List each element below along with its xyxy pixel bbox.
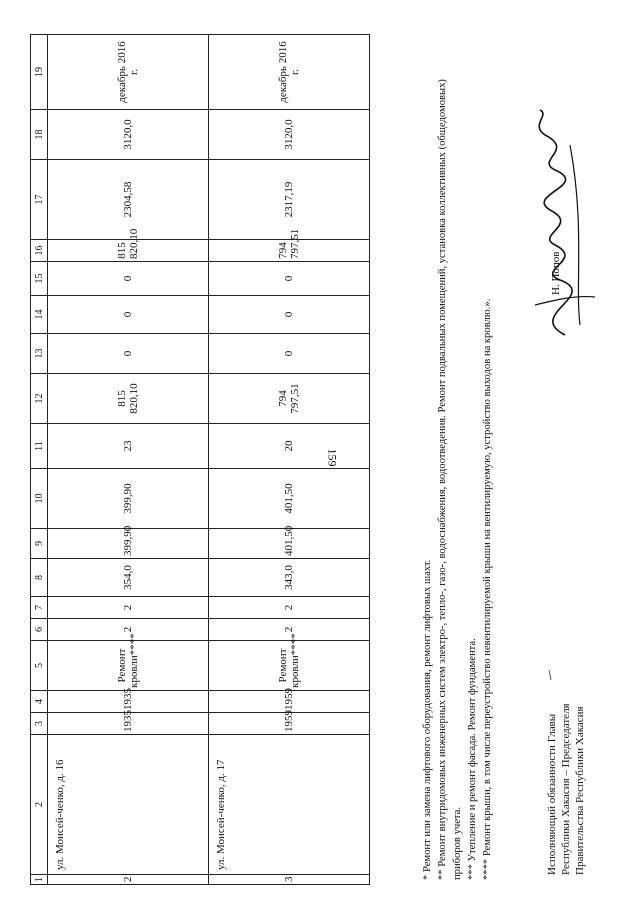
cell: 1959 <box>209 713 370 735</box>
cell: 343,0 <box>209 559 370 597</box>
col-number: 13 <box>31 334 48 374</box>
col-number: 4 <box>31 691 48 713</box>
cell: 20 <box>209 424 370 469</box>
signatory-name: Н. Попов <box>550 251 562 295</box>
signatory-title-line: Правительства Республики Хакасия <box>574 706 586 875</box>
table-header-row <box>31 35 48 885</box>
col-number: 8 <box>31 559 48 597</box>
cell: 0 <box>48 334 209 374</box>
cell: декабрь 2016 г. <box>209 35 370 110</box>
cell: 1959 <box>209 691 370 713</box>
footnote: ** Ремонт внутридомовых инженерных систем электро-, тепло-, газо-, водоснабжения, водоотведения. Ремонт подвальных помещений, установка коллективных (общедомовых) приборов учета. <box>437 79 463 880</box>
cell: 0 <box>48 296 209 334</box>
col-number: 9 <box>31 529 48 559</box>
stray-pen-mark <box>548 670 552 680</box>
cell: Ремонт кровли**** <box>48 641 209 691</box>
cell: 2 <box>209 619 370 641</box>
cell: 0 <box>209 296 370 334</box>
cell: 2304,58 <box>48 160 209 240</box>
signatory-title-line: Исполняющий обязанности Главы <box>546 713 558 875</box>
col-number: 16 <box>31 240 48 262</box>
col-number: 3 <box>31 713 48 735</box>
footnote: **** Ремонт крыши, в том числе переустройство невентилируемой крыши на вентилируемую, устройство выходов на кровлю.». <box>482 298 493 880</box>
cell: 1935 <box>48 691 209 713</box>
col-number: 15 <box>31 262 48 296</box>
register-table <box>30 34 370 885</box>
page-number: 159 <box>325 448 340 467</box>
cell: 2 <box>48 619 209 641</box>
col-number: 14 <box>31 296 48 334</box>
address-cell: ул. Моисей-ченко, д. 16 <box>48 735 209 875</box>
table-row <box>48 35 209 885</box>
cell: 399,90 <box>48 469 209 529</box>
col-number: 1 <box>31 875 48 885</box>
col-number: 19 <box>31 35 48 110</box>
signatory-title-line: Республики Хакасия – Председателя <box>560 703 572 875</box>
cell: 1935 <box>48 713 209 735</box>
cell: 3120,0 <box>209 110 370 160</box>
cell: 815 820,10 <box>48 240 209 262</box>
cell: 2 <box>209 597 370 619</box>
cell: 0 <box>48 262 209 296</box>
col-number: 12 <box>31 374 48 424</box>
cell: 2 <box>48 597 209 619</box>
cell: 401,50 <box>209 529 370 559</box>
row-number: 2 <box>48 875 209 885</box>
cell: 794 797,51 <box>209 374 370 424</box>
row-number: 3 <box>209 875 370 885</box>
handwritten-signature <box>505 105 615 345</box>
cell: 3120,0 <box>48 110 209 160</box>
cell: 794 797,51 <box>209 240 370 262</box>
cell: 2317,19 <box>209 160 370 240</box>
cell: Ремонт кровли**** <box>209 641 370 691</box>
cell: 354,0 <box>48 559 209 597</box>
cell: 399,90 <box>48 529 209 559</box>
col-number: 18 <box>31 110 48 160</box>
col-number: 17 <box>31 160 48 240</box>
table-row <box>209 35 370 885</box>
cell: 23 <box>48 424 209 469</box>
cell: декабрь 2016 г. <box>48 35 209 110</box>
footnotes <box>420 60 495 880</box>
cell: 815 820,10 <box>48 374 209 424</box>
address-cell: ул. Моисей-ченко, д. 17 <box>209 735 370 875</box>
col-number: 2 <box>31 735 48 875</box>
col-number: 10 <box>31 469 48 529</box>
cell: 0 <box>209 262 370 296</box>
footnote: *** Утепление и ремонт фасада. Ремонт фундамента. <box>467 638 478 880</box>
col-number: 6 <box>31 619 48 641</box>
col-number: 5 <box>31 641 48 691</box>
cell: 401,50 <box>209 469 370 529</box>
col-number: 11 <box>31 424 48 469</box>
footnote: * Ремонт или замена лифтового оборудования, ремонт лифтовых шахт. <box>422 559 433 880</box>
col-number: 7 <box>31 597 48 619</box>
cell: 0 <box>209 334 370 374</box>
